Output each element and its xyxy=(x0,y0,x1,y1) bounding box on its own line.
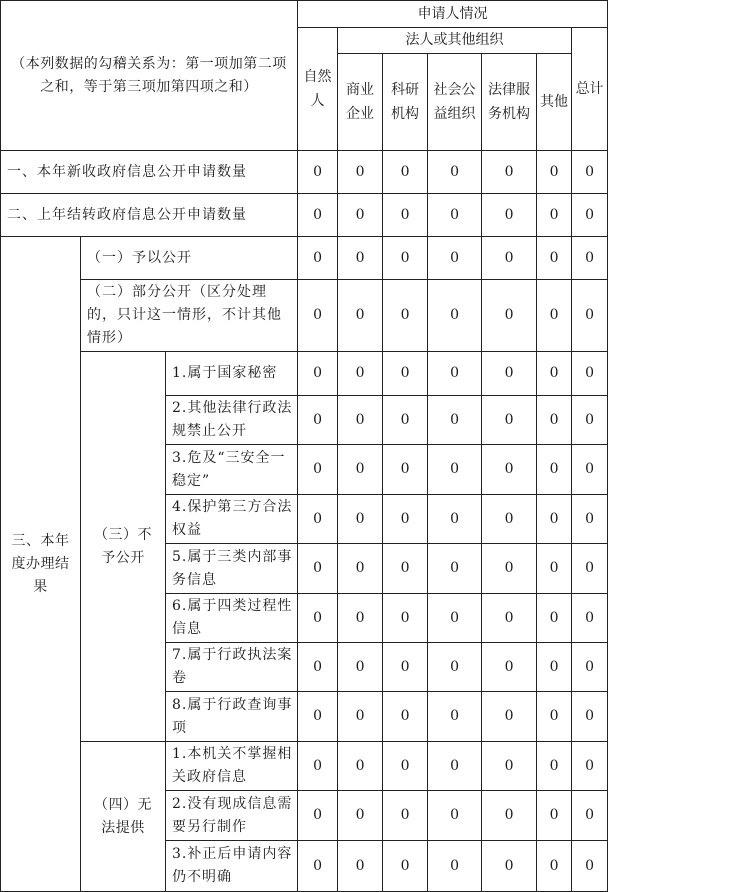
cell-value: 0 xyxy=(572,194,608,237)
row-label: 5.属于三类内部事务信息 xyxy=(166,544,298,594)
cell-value: 0 xyxy=(428,151,482,194)
cell-value: 0 xyxy=(298,237,338,280)
cell-value: 0 xyxy=(572,692,608,742)
cell-value: 0 xyxy=(383,352,428,396)
cell-value: 0 xyxy=(383,594,428,643)
cell-value: 0 xyxy=(298,841,338,892)
row-label: 6.属于四类过程性信息 xyxy=(166,594,298,643)
row-label: 一、本年新收政府信息公开申请数量 xyxy=(1,151,298,194)
cell-value: 0 xyxy=(383,194,428,237)
cell-value: 0 xyxy=(298,151,338,194)
cell-value: 0 xyxy=(338,742,383,791)
cell-value: 0 xyxy=(383,643,428,692)
cell-value: 0 xyxy=(338,237,383,280)
cell-value: 0 xyxy=(338,495,383,544)
row-label: 1.属于国家秘密 xyxy=(166,352,298,396)
not-open-label: （三）不予公开 xyxy=(81,352,166,742)
cell-value: 0 xyxy=(482,742,537,791)
row-label: 二、上年结转政府信息公开申请数量 xyxy=(1,194,298,237)
cell-value: 0 xyxy=(298,445,338,495)
cell-value: 0 xyxy=(428,692,482,742)
cell-value: 0 xyxy=(428,791,482,841)
cell-value: 0 xyxy=(383,445,428,495)
cell-value: 0 xyxy=(572,237,608,280)
social-welfare-header: 社会公益组织 xyxy=(428,54,482,151)
cell-value: 0 xyxy=(482,594,537,643)
natural-person-header: 自然人 xyxy=(298,28,338,151)
row-label: 8.属于行政查询事项 xyxy=(166,692,298,742)
cell-value: 0 xyxy=(572,643,608,692)
row-label: （二）部分公开（区分处理的，只计这一情形，不计其他情形） xyxy=(81,280,298,352)
legal-service-header: 法律服务机构 xyxy=(482,54,537,151)
row-label: 1.本机关不掌握相关政府信息 xyxy=(166,742,298,791)
cell-value: 0 xyxy=(383,280,428,352)
cell-value: 0 xyxy=(338,544,383,594)
cell-value: 0 xyxy=(572,151,608,194)
cell-value: 0 xyxy=(298,791,338,841)
header-note: （本列数据的勾稽关系为：第一项加第二项之和，等于第三项加第四项之和） xyxy=(1,1,298,151)
cell-value: 0 xyxy=(298,544,338,594)
cell-value: 0 xyxy=(537,352,572,396)
cell-value: 0 xyxy=(383,791,428,841)
cell-value: 0 xyxy=(572,495,608,544)
cell-value: 0 xyxy=(383,495,428,544)
cell-value: 0 xyxy=(482,495,537,544)
cell-value: 0 xyxy=(428,445,482,495)
cell-value: 0 xyxy=(482,151,537,194)
row-label: 2.没有现成信息需要另行制作 xyxy=(166,791,298,841)
cell-value: 0 xyxy=(338,194,383,237)
cell-value: 0 xyxy=(537,280,572,352)
legal-group-header: 法人或其他组织 xyxy=(338,28,572,54)
cell-value: 0 xyxy=(338,643,383,692)
cell-value: 0 xyxy=(428,495,482,544)
cell-value: 0 xyxy=(338,594,383,643)
cell-value: 0 xyxy=(572,742,608,791)
cell-value: 0 xyxy=(572,396,608,445)
results-label: 三、本年度办理结果 xyxy=(1,237,81,892)
cell-value: 0 xyxy=(537,742,572,791)
cell-value: 0 xyxy=(482,194,537,237)
cell-value: 0 xyxy=(428,194,482,237)
cell-value: 0 xyxy=(537,643,572,692)
cell-value: 0 xyxy=(298,352,338,396)
cell-value: 0 xyxy=(482,280,537,352)
cell-value: 0 xyxy=(428,742,482,791)
table-row xyxy=(1,742,608,791)
cell-value: 0 xyxy=(537,692,572,742)
cell-value: 0 xyxy=(383,841,428,892)
cell-value: 0 xyxy=(428,396,482,445)
cell-value: 0 xyxy=(482,352,537,396)
cell-value: 0 xyxy=(298,280,338,352)
cell-value: 0 xyxy=(338,280,383,352)
cell-value: 0 xyxy=(338,692,383,742)
cell-value: 0 xyxy=(537,544,572,594)
cell-value: 0 xyxy=(537,841,572,892)
cell-value: 0 xyxy=(298,396,338,445)
table-row xyxy=(1,237,608,280)
cell-value: 0 xyxy=(428,544,482,594)
row-label: 3.危及“三安全一稳定” xyxy=(166,445,298,495)
cell-value: 0 xyxy=(537,445,572,495)
row-label: （一）予以公开 xyxy=(81,237,298,280)
cell-value: 0 xyxy=(338,352,383,396)
cell-value: 0 xyxy=(383,151,428,194)
cell-value: 0 xyxy=(482,544,537,594)
cell-value: 0 xyxy=(298,594,338,643)
cell-value: 0 xyxy=(482,841,537,892)
cell-value: 0 xyxy=(572,445,608,495)
cell-value: 0 xyxy=(482,396,537,445)
other-header: 其他 xyxy=(537,54,572,151)
cell-value: 0 xyxy=(537,396,572,445)
table-row xyxy=(1,194,608,237)
cell-value: 0 xyxy=(572,594,608,643)
cell-value: 0 xyxy=(428,594,482,643)
cell-value: 0 xyxy=(428,841,482,892)
row-label: 3.补正后申请内容仍不明确 xyxy=(166,841,298,892)
cell-value: 0 xyxy=(298,742,338,791)
cannot-provide-label: （四）无法提供 xyxy=(81,742,166,892)
cell-value: 0 xyxy=(537,151,572,194)
cell-value: 0 xyxy=(383,692,428,742)
cell-value: 0 xyxy=(537,495,572,544)
commercial-header: 商业企业 xyxy=(338,54,383,151)
cell-value: 0 xyxy=(572,352,608,396)
cell-value: 0 xyxy=(537,237,572,280)
cell-value: 0 xyxy=(537,791,572,841)
cell-value: 0 xyxy=(338,791,383,841)
cell-value: 0 xyxy=(428,352,482,396)
cell-value: 0 xyxy=(298,495,338,544)
total-header: 总计 xyxy=(572,28,608,151)
row-label: 7.属于行政执法案卷 xyxy=(166,643,298,692)
row-label: 4.保护第三方合法权益 xyxy=(166,495,298,544)
cell-value: 0 xyxy=(482,445,537,495)
applicant-group-header: 申请人情况 xyxy=(298,1,608,28)
table-row xyxy=(1,352,608,396)
row-label: 2.其他法律行政法规禁止公开 xyxy=(166,396,298,445)
cell-value: 0 xyxy=(428,643,482,692)
table-row xyxy=(1,151,608,194)
cell-value: 0 xyxy=(338,396,383,445)
cell-value: 0 xyxy=(537,594,572,643)
cell-value: 0 xyxy=(383,237,428,280)
cell-value: 0 xyxy=(482,791,537,841)
cell-value: 0 xyxy=(572,791,608,841)
cell-value: 0 xyxy=(338,151,383,194)
cell-value: 0 xyxy=(298,643,338,692)
cell-value: 0 xyxy=(482,643,537,692)
cell-value: 0 xyxy=(298,194,338,237)
cell-value: 0 xyxy=(537,194,572,237)
cell-value: 0 xyxy=(482,237,537,280)
cell-value: 0 xyxy=(482,692,537,742)
cell-value: 0 xyxy=(572,544,608,594)
cell-value: 0 xyxy=(383,742,428,791)
cell-value: 0 xyxy=(572,280,608,352)
cell-value: 0 xyxy=(383,544,428,594)
cell-value: 0 xyxy=(428,280,482,352)
cell-value: 0 xyxy=(428,237,482,280)
cell-value: 0 xyxy=(298,692,338,742)
cell-value: 0 xyxy=(338,841,383,892)
cell-value: 0 xyxy=(338,445,383,495)
cell-value: 0 xyxy=(572,841,608,892)
cell-value: 0 xyxy=(383,396,428,445)
research-header: 科研机构 xyxy=(383,54,428,151)
table-row xyxy=(1,280,608,352)
